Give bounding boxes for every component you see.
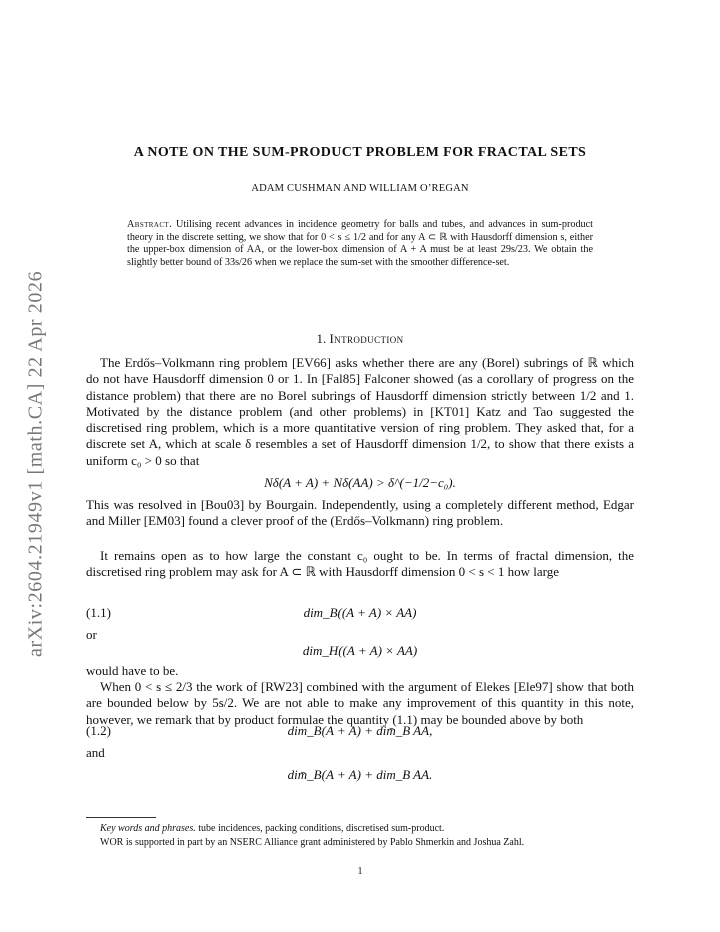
keywords-label: Key words and phrases. <box>100 823 196 834</box>
equation-number-1-1: (1.1) <box>86 605 111 620</box>
footnote-keywords <box>86 823 634 836</box>
paragraph-2: This was resolved in [Bou03] by Bourgain. Independently, using a completely different method, Edgar and Miller [EM03] found a clever proof of the (Erdős–Volkmann) ring problem. <box>86 497 634 529</box>
paragraph-5: When 0 < s ≤ 2/3 the work of [RW23] combined with the argument of Elekes [Ele97] show that both are bounded below by 5s/2. We are not able to make any improvement of this quantity in this note, however, we remark that by product formulae the quantity (1.1) may be bounded above by both <box>86 679 634 727</box>
connective-and: and <box>86 745 105 760</box>
keywords-text: tube incidences, packing conditions, discretised sum-product. <box>198 823 445 834</box>
equation-number-1-2: (1.2) <box>86 723 111 738</box>
equation-1-1: dim_B((A + A) × AA) <box>303 605 417 620</box>
equation-n-delta: Nδ(A + A) + Nδ(AA) > δ^(−1/2−c₀). <box>264 475 456 490</box>
equation-1-2: dim_B(A + A) + dim̄_B AA, <box>287 723 433 738</box>
paragraph-1: The Erdős–Volkmann ring problem [EV66] asks whether there are any (Borel) subrings of ℝ which do not have Hausdorff dimension 0 or 1. In [Fal85] Falconer showed (as a corollary of progress on the distance problem) that there are no Borel subrings of Hausdorff dimension strictly between 1/2 and 1. Motivated by the distance problem (and other problems) in [KT01] Katz and Tao suggested the discretised ring problem, which is a more quantitative version of ring problem. They asked that, for a discrete set A, which at scale δ resembles a set of Hausdorff dimension 1/2, to show that there exists a uniform c₀ > 0 so that <box>86 355 634 468</box>
section-title: Introduction <box>329 331 404 346</box>
abstract-text: Utilising recent advances in incidence geometry for balls and tubes, and advances in sum-product theory in the discrete setting, we show that for 0 < s ≤ 1/2 and for any A ⊂ ℝ with Hausdorff dimension s, either the upper-box dimension of AA, or the lower-box dimension of A + A must be at least 29s/23. We obtain the slightly better bound of 33s/26 when we replace the sum-set with the smoother difference-set. <box>127 219 593 268</box>
paper-title: A NOTE ON THE SUM-PRODUCT PROBLEM FOR FRACTAL SETS <box>133 145 587 160</box>
arxiv-side-stamp: arXiv:2604.21949v1 [math.CA] 22 Apr 2026 <box>24 270 47 658</box>
abstract <box>127 219 593 269</box>
footnote-funding: WOR is supported in part by an NSERC Alliance grant administered by Pablo Shmerkin and Joshua Zahl. <box>100 837 525 848</box>
abstract-label: Abstract. <box>127 219 173 230</box>
equation-last: dim̄_B(A + A) + dim_B AA. <box>287 767 433 782</box>
page-number: 1 <box>357 866 363 877</box>
paragraph-4: would have to be. <box>86 663 179 678</box>
section-heading <box>0 331 720 347</box>
section-number: 1. <box>316 331 327 346</box>
paragraph-3: It remains open as to how large the constant c₀ ought to be. In terms of fractal dimension, the discretised ring problem may ask for A ⊂ ℝ with Hausdorff dimension 0 < s < 1 how large <box>86 548 634 580</box>
paper-authors: ADAM CUSHMAN AND WILLIAM O’REGAN <box>251 183 469 194</box>
footnote-rule <box>86 817 156 818</box>
connective-or: or <box>86 627 97 642</box>
equation-hausdorff: dim_H((A + A) × AA) <box>302 643 418 658</box>
